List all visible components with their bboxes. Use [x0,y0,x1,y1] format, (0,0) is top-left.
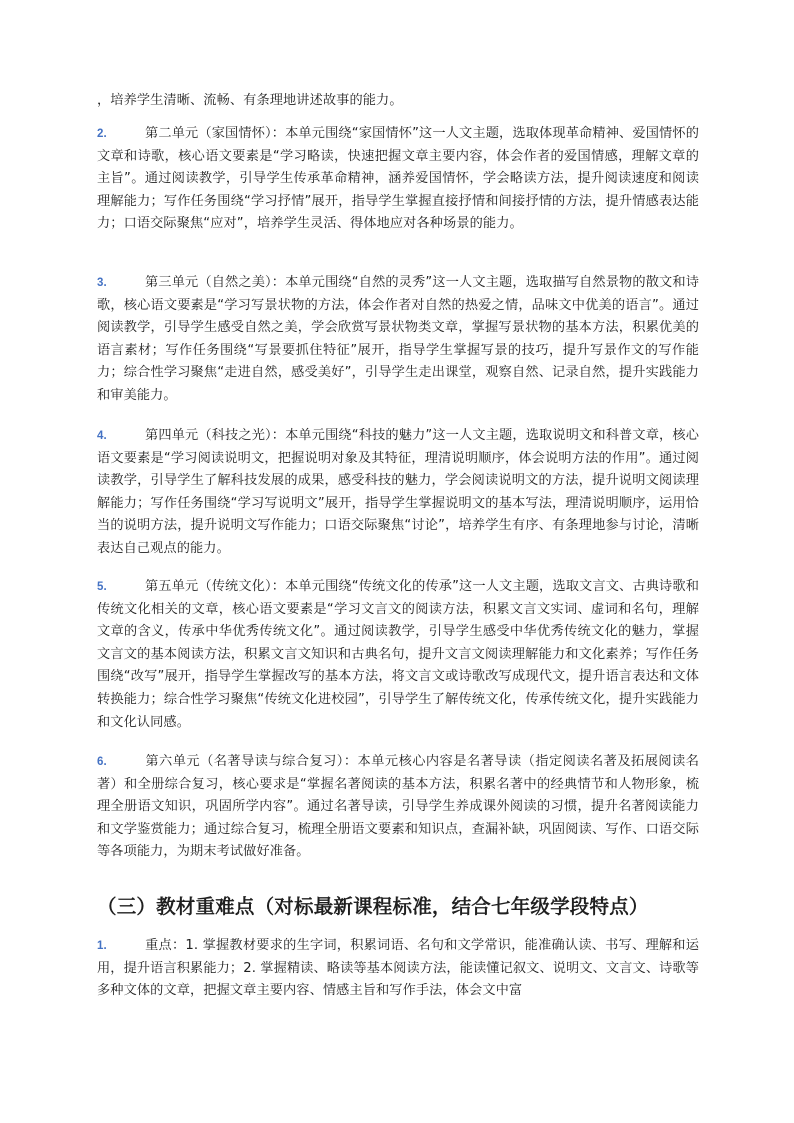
paragraph-text: 第四单元（科技之光）：本单元围绕“科技的魅力”这一人文主题，选取说明文和科普文章，核心语文要素是“学习阅读说明文，把握说明对象及其特征，理清说明顺序，体会说明方法的作用”。通过阅读教学，引导学生了解科技发展的成果，感受科技的魅力，学会阅读说明文的方法，提升说明文阅读理解能力；写作任务围绕“学习写说明文”展开，指导学生掌握说明文的基本写法，理清说明顺序，运用恰当的说明方法，提升说明文写作能力；口语交际聚焦“讨论”，培养学生有序、有条理地参与讨论，清晰表达自己观点的能力。 [97,428,699,556]
list-item-unit-4 [97,425,699,561]
list-number: 1. [97,940,107,952]
paragraph-continuation [97,90,699,113]
paragraph-text: 第六单元（名著导读与综合复习）：本单元核心内容是名著导读（指定阅读名著及拓展阅读名著）和全册综合复习，核心要求是“掌握名著阅读的基本方法，积累名著中的经典情节和人物形象，梳理全册语文知识，巩固所学内容”。通过名著导读，引导学生养成课外阅读的习惯，提升名著阅读能力和文学鉴赏能力；通过综合复习，梳理全册语文要素和知识点，查漏补缺，巩固阅读、写作、口语交际等各项能力，为期末考试做好准备。 [97,754,699,860]
list-item-unit-2 [97,123,699,236]
list-item-unit-5 [97,576,699,734]
paragraph-text: 第二单元（家国情怀）：本单元围绕“家国情怀”这一人文主题，选取体现革命精神、爱国情怀的文章和诗歌，核心语文要素是“学习略读，快速把握文章主要内容，体会作者的爱国情感，理解文章的主旨”。通过阅读教学，引导学生传承革命精神，涵养爱国情怀，学会略读方法，提升阅读速度和阅读理解能力；写作任务围绕“学习抒情”展开，指导学生掌握直接抒情和间接抒情的方法，提升情感表达能力；口语交际聚焦“应对”，培养学生灵活、得体地应对各种场景的能力。 [97,126,699,232]
list-number: 5. [97,581,107,593]
paragraph-text: 第三单元（自然之美）：本单元围绕“自然的灵秀”这一人文主题，选取描写自然景物的散文和诗歌，核心语文要素是“学习写景状物的方法，体会作者对自然的热爱之情，品味文中优美的语言”。通过阅读教学，引导学生感受自然之美，学会欣赏写景状物类文章，掌握写景状物的基本方法，积累优美的语言素材；写作任务围绕“写景要抓住特征”展开，指导学生掌握写景的技巧，提升写景作文的写作能力；综合性学习聚焦“走进自然，感受美好”，引导学生走出课堂，观察自然、记录自然，提升实践能力和审美能力。 [97,275,699,403]
list-item-unit-3 [97,272,699,408]
list-number: 3. [97,277,107,289]
list-item-key-points [97,935,699,1003]
list-number: 4. [97,430,107,442]
list-number: 2. [97,128,107,140]
list-item-unit-6 [97,751,699,864]
paragraph-text: 第五单元（传统文化）：本单元围绕“传统文化的传承”这一人文主题，选取文言文、古典诗歌和传统文化相关的文章，核心语文要素是“学习文言文的阅读方法，积累文言文实词、虚词和名句，理解文章的含义，传承中华优秀传统文化”。通过阅读教学，引导学生感受中华优秀传统文化的魅力，掌握文言文的基本阅读方法，积累文言文知识和古典名句，提升文言文阅读理解能力和文化素养；写作任务围绕“改写”展开，指导学生掌握改写的基本方法，将文言文或诗歌改写成现代文，提升语言表达和文体转换能力；综合性学习聚焦“传统文化进校园”，引导学生了解传统文化，传承传统文化，提升实践能力和文化认同感。 [97,579,699,730]
paragraph-text: 重点：1. 掌握教材要求的生字词，积累词语、名句和文学常识，能准确认读、书写、理解和运用，提升语言积累能力；2. 掌握精读、略读等基本阅读方法，能读懂记叙文、说明文、文言文、诗歌等多种文体的文章，把握文章主要内容、情感主旨和写作手法，体会文中富 [97,938,699,999]
section-heading: （三）教材重难点（对标最新课程标准，结合七年级学段特点） [97,895,649,918]
list-number: 6. [97,756,107,768]
paragraph-text: ，培养学生清晰、流畅、有条理地讲述故事的能力。 [97,93,403,108]
